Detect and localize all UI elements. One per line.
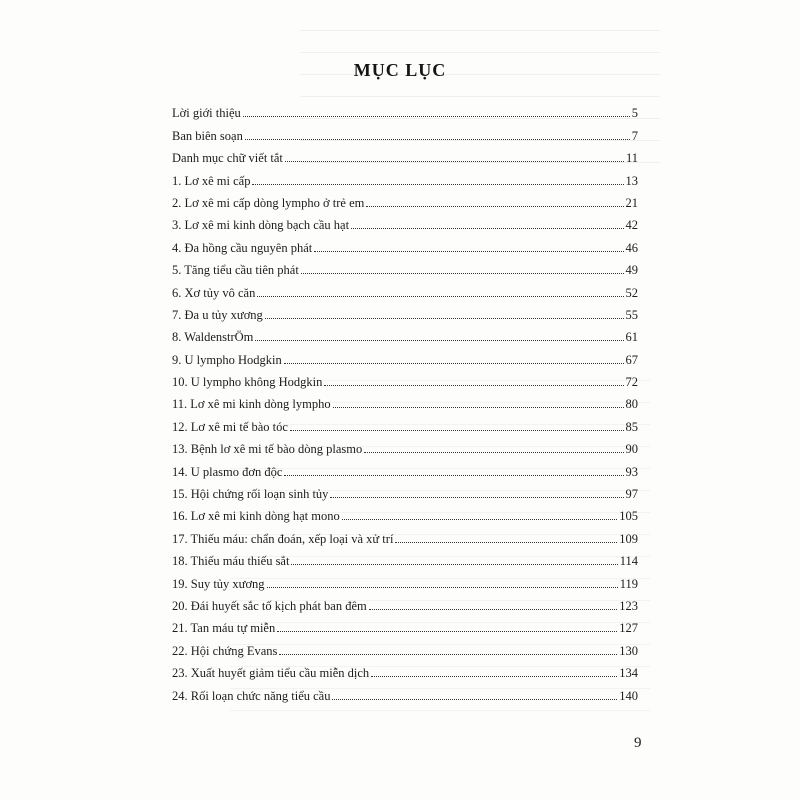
toc-entry-label: 7. Đa u tủy xương <box>172 307 263 322</box>
toc-entry-label: Ban biên soạn <box>172 128 243 143</box>
toc-entry-page: 67 <box>625 352 638 367</box>
toc-entry <box>172 411 638 433</box>
toc-entry <box>172 568 638 590</box>
toc-entry <box>172 680 638 702</box>
toc-entry-page: 93 <box>625 464 638 479</box>
toc-entry <box>172 367 638 389</box>
dot-leader <box>324 385 623 386</box>
toc-entry-page: 90 <box>625 442 638 457</box>
toc-entry <box>172 210 638 232</box>
dot-leader <box>290 430 624 431</box>
toc-entry-label: 6. Xơ tủy vô căn <box>172 285 256 300</box>
toc-entry-page: 80 <box>625 397 638 412</box>
dot-leader <box>245 139 630 140</box>
dot-leader <box>314 251 623 252</box>
toc-entry-page: 85 <box>625 419 638 434</box>
dot-leader <box>342 519 618 520</box>
dot-leader <box>371 676 617 677</box>
toc-entry-label: 4. Đa hồng cầu nguyên phát <box>172 240 313 255</box>
dot-leader <box>267 587 618 588</box>
toc-entry-page: 42 <box>625 218 638 233</box>
dot-leader <box>257 296 623 297</box>
toc-entry-label: 24. Rối loạn chức năng tiểu cầu <box>172 688 331 703</box>
toc-entry <box>172 658 638 680</box>
toc-entry <box>172 434 638 456</box>
toc-entry <box>172 277 638 299</box>
toc-entry <box>172 479 638 501</box>
toc-entry <box>172 98 638 120</box>
dot-leader <box>333 407 624 408</box>
toc-entry-label: 11. Lơ xê mi kinh dòng lympho <box>172 397 331 412</box>
toc-entry <box>172 322 638 344</box>
toc-entry-page: 114 <box>619 554 638 569</box>
dot-leader <box>369 609 618 610</box>
dot-leader <box>351 228 623 229</box>
toc-entry <box>172 255 638 277</box>
toc-entry-label: 5. Tăng tiểu cầu tiên phát <box>172 263 299 278</box>
dot-leader <box>255 340 623 341</box>
toc-entry-page: 97 <box>625 487 638 502</box>
toc-entry-page: 7 <box>631 128 638 143</box>
dot-leader <box>265 318 624 319</box>
toc-entry-label: 18. Thiếu máu thiếu sắt <box>172 554 290 569</box>
toc-entry-label: 21. Tan máu tự miễn <box>172 621 276 636</box>
toc-entry-page: 72 <box>625 375 638 390</box>
toc-entry-page: 105 <box>619 509 638 524</box>
toc-entry <box>172 635 638 657</box>
toc-entry-label: 9. U lympho Hodgkin <box>172 352 282 367</box>
dot-leader <box>395 542 617 543</box>
toc-entry-page: 21 <box>625 195 638 210</box>
toc-entry <box>172 300 638 322</box>
dot-leader <box>366 206 623 207</box>
toc-entry-label: 23. Xuất huyết giảm tiểu cầu miễn dịch <box>172 666 370 681</box>
toc-entry-page: 52 <box>625 285 638 300</box>
dot-leader <box>279 654 617 655</box>
toc-entry <box>172 456 638 478</box>
toc-entry-label: 17. Thiếu máu: chẩn đoán, xếp loại và xử trí <box>172 531 394 546</box>
toc-entry-label: 1. Lơ xê mi cấp <box>172 173 251 188</box>
dot-leader <box>243 116 630 117</box>
toc-entry-label: 20. Đái huyết sắc tố kịch phát ban đêm <box>172 598 367 613</box>
dot-leader <box>301 273 624 274</box>
toc-entry-page: 119 <box>619 576 638 591</box>
toc-entry-page: 140 <box>619 688 638 703</box>
page-title: MỤC LỤC <box>353 60 447 80</box>
toc-entry-page: 109 <box>619 531 638 546</box>
dot-leader <box>364 452 623 453</box>
toc-entry-label: 8. WaldenstrÖm <box>172 330 254 345</box>
toc-entry-page: 123 <box>619 598 638 613</box>
toc-entry-page: 61 <box>625 330 638 345</box>
toc-entry <box>172 546 638 568</box>
toc-entry-page: 5 <box>631 106 638 121</box>
toc-entry-label: Danh mục chữ viết tắt <box>172 151 283 166</box>
table-of-contents <box>172 98 638 703</box>
toc-entry-page: 46 <box>625 240 638 255</box>
toc-entry <box>172 613 638 635</box>
toc-entry <box>172 591 638 613</box>
dot-leader <box>332 699 617 700</box>
toc-entry <box>172 165 638 187</box>
toc-entry-page: 55 <box>625 307 638 322</box>
toc-entry <box>172 344 638 366</box>
dot-leader <box>285 161 624 162</box>
toc-entry-label: 22. Hội chứng Evans <box>172 643 278 658</box>
toc-entry-page: 11 <box>625 151 638 166</box>
dot-leader <box>284 475 623 476</box>
toc-entry <box>172 143 638 165</box>
toc-entry-label: 14. U plasmo đơn độc <box>172 464 283 479</box>
dot-leader <box>252 184 623 185</box>
toc-entry <box>172 523 638 545</box>
toc-entry-page: 130 <box>619 643 638 658</box>
toc-entry-label: 16. Lơ xê mi kinh dòng hạt mono <box>172 509 340 524</box>
toc-entry-label: Lời giới thiệu <box>172 106 241 121</box>
dot-leader <box>291 564 617 565</box>
dot-leader <box>284 363 624 364</box>
toc-entry-label: 3. Lơ xê mi kinh dòng bạch cầu hạt <box>172 218 350 233</box>
toc-entry <box>172 120 638 142</box>
toc-entry-label: 13. Bệnh lơ xê mi tế bào dòng plasmo <box>172 442 363 457</box>
toc-entry-label: 15. Hội chứng rối loạn sinh tủy <box>172 487 329 502</box>
toc-entry-label: 2. Lơ xê mi cấp dòng lympho ở trẻ em <box>172 195 365 210</box>
dot-leader <box>330 497 623 498</box>
toc-entry <box>172 188 638 210</box>
dot-leader <box>277 631 617 632</box>
toc-entry-label: 19. Suy tủy xương <box>172 576 265 591</box>
toc-entry <box>172 389 638 411</box>
toc-entry <box>172 501 638 523</box>
toc-entry-page: 134 <box>619 666 638 681</box>
toc-entry-label: 12. Lơ xê mi tế bào tóc <box>172 419 288 434</box>
page-number: 9 <box>634 735 642 751</box>
toc-entry-label: 10. U lympho không Hodgkin <box>172 375 323 390</box>
toc-entry <box>172 232 638 254</box>
toc-entry-page: 13 <box>625 173 638 188</box>
toc-entry-page: 49 <box>625 263 638 278</box>
toc-entry-page: 127 <box>619 621 638 636</box>
